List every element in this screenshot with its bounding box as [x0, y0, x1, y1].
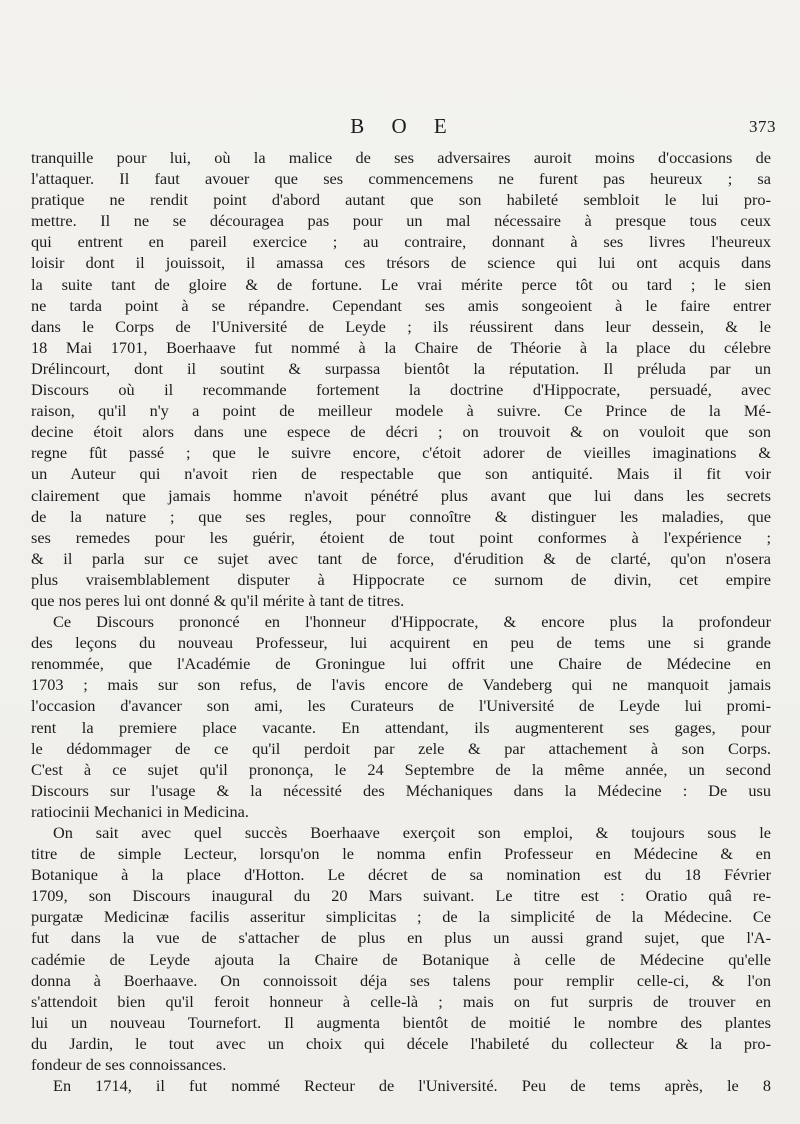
- text-line: renommée, que l'Académie de Groningue lui offrit une Chaire de Médecine en: [31, 654, 771, 674]
- text-line: mettre. Il ne se découragea pas pour un mal nécessaire à presque tous ceux: [31, 211, 771, 231]
- text-line: decine étoit alors dans une espece de décri ; on trouvoit & on vouloit que son: [31, 422, 771, 442]
- text-line: C'est à ce sujet qu'il prononça, le 24 Septembre de la même année, un second: [31, 759, 771, 779]
- text-line: cadémie de Leyde ajouta la Chaire de Botanique à celle de Médecine qu'elle: [31, 949, 771, 969]
- text-line: purgatæ Medicinæ facilis asseritur simplicitas ; de la simplicité de la Médecine. Ce: [31, 907, 771, 927]
- text-line: dans le Corps de l'Université de Leyde ; ils réussirent dans leur dessein, & le: [31, 316, 771, 336]
- text-line: des leçons du nouveau Professeur, lui acquirent en peu de tems une si grande: [31, 633, 771, 653]
- text-line: la suite tant de gloire & de fortune. Le vrai mérite perce tôt ou tard ; le sien: [31, 274, 771, 294]
- text-line: titre de simple Lecteur, lorsqu'on le nomma enfin Professeur en Médecine & en: [31, 844, 771, 864]
- text-line: 1709, son Discours inaugural du 20 Mars suivant. Le titre est : Oratio quâ re-: [31, 886, 771, 906]
- text-line: qui entrent en pareil exercice ; au contraire, donnant à ses livres l'heureux: [31, 232, 771, 252]
- text-line: plus vraisemblablement disputer à Hippocrate ce surnom de divin, cet empire: [31, 569, 771, 589]
- text-line: On sait avec quel succès Boerhaave exerçoit son emploi, & toujours sous le: [53, 823, 771, 842]
- text-line: ses remedes pour les guérir, étoient de tout point conformes à l'expérience ;: [31, 527, 771, 547]
- text-line: le dédommager de ce qu'il perdoit par zele & par attachement à son Corps.: [31, 738, 771, 758]
- text-line: s'attendoit bien qu'il feroit honneur à celle-là ; mais on fut surpris de trouver en: [31, 991, 771, 1011]
- body-text: [31, 147, 771, 1096]
- text-line: tranquille pour lui, où la malice de ses adversaires auroit moins d'occasions de: [31, 148, 771, 167]
- text-line: que nos peres lui ont donné & qu'il mérite à tant de titres.: [31, 590, 405, 610]
- text-line: fut dans la vue de s'attacher de plus en plus un aussi grand sujet, que l'A-: [31, 928, 771, 948]
- text-line: du Jardin, le tout avec un choix qui décele l'habileté du collecteur & la pro-: [31, 1033, 771, 1053]
- text-line: l'occasion d'avancer son ami, les Curateurs de l'Université de Leyde lui promi-: [31, 696, 771, 716]
- text-line: un Auteur qui n'avoit rien de respectable que son antiquité. Mais il fit voir: [31, 464, 771, 484]
- text-line: pratique ne rendit point d'abord autant que son habileté sembloit le lui pro-: [31, 190, 771, 210]
- text-line: Discours où il recommande fortement la doctrine d'Hippocrate, persuadé, avec: [31, 380, 771, 400]
- text-line: Discours sur l'usage & la nécessité des Méchaniques dans la Médecine : De usu: [31, 780, 771, 800]
- text-line: fondeur de ses connoissances.: [31, 1055, 227, 1075]
- text-line: lui un nouveau Tournefort. Il augmenta bientôt de moitié le nombre des plantes: [31, 1012, 771, 1032]
- text-line: l'attaquer. Il faut avouer que ses commencemens ne furent pas heureux ; sa: [31, 169, 771, 189]
- text-line: loisir dont il jouissoit, il amassa ces trésors de science qui lui ont acquis dans: [31, 253, 771, 273]
- text-line: raison, qu'il n'y a point de meilleur modele à suivre. Ce Prince de la Mé-: [31, 401, 771, 421]
- text-line: rent la premiere place vacante. En attendant, ils augmenterent ses gages, pour: [31, 717, 771, 737]
- text-line: 1703 ; mais sur son refus, de l'avis encore de Vandeberg qui ne manquoit jamais: [31, 675, 771, 695]
- text-line: clairement que jamais homme n'avoit pénétré plus avant que lui dans les secrets: [31, 485, 771, 505]
- text-line: donna à Boerhaave. On connoissoit déja ses talens pour remplir celle-ci, & l'on: [31, 970, 771, 990]
- page-number: 373: [749, 117, 776, 136]
- text-line: Botanique à la place d'Hotton. Le décret de sa nomination est du 18 Février: [31, 865, 771, 885]
- text-line: & il parla sur ce sujet avec tant de force, d'érudition & de clarté, qu'on n'osera: [31, 548, 771, 568]
- text-line: ratiocinii Mechanici in Medicina.: [31, 801, 249, 821]
- text-line: En 1714, il fut nommé Recteur de l'Université. Peu de tems après, le 8: [53, 1076, 771, 1096]
- text-line: 18 Mai 1701, Boerhaave fut nommé à la Chaire de Théorie à la place du célebre: [31, 337, 771, 357]
- text-line: Drélincourt, dont il soutint & surpassa bientôt la réputation. Il préluda par un: [31, 358, 771, 378]
- text-line: de la nature ; que ses regles, pour connoître & distinguer les maladies, que: [31, 506, 771, 526]
- running-head: B O E: [350, 114, 458, 138]
- text-line: Ce Discours prononcé en l'honneur d'Hippocrate, & encore plus la profondeur: [53, 612, 771, 632]
- text-line: ne tarda point à se répandre. Cependant ses amis songeoient à le faire entrer: [31, 295, 771, 315]
- text-line: regne fût passé ; que le suivre encore, c'étoit adorer de vieilles imaginations &: [31, 443, 771, 463]
